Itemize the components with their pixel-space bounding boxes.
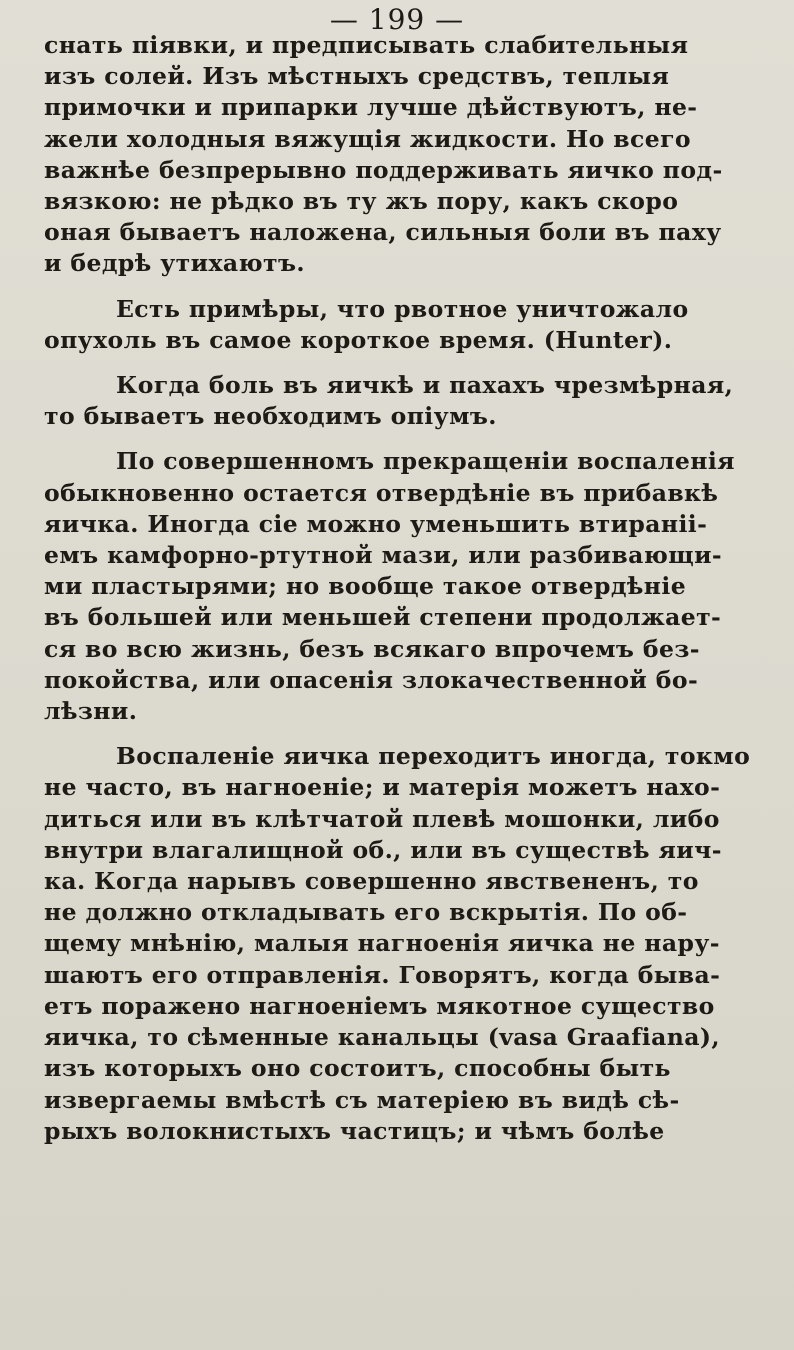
text-line: не должно откладывать его вскрытія. По об-	[44, 898, 688, 927]
text-line: внутри влагалищной об., или въ существѣ яич-	[44, 835, 722, 864]
text-line: изъ которыхъ оно состоитъ, способны быть	[44, 1054, 671, 1083]
text-line: щему мнѣнію, малыя нагноенія яичка не нару-	[44, 929, 720, 958]
text-line: шаютъ его отправленія. Говорятъ, когда быва-	[44, 960, 721, 989]
page-number: — 199 —	[329, 3, 465, 36]
text-line: Есть примѣры, что рвотное уничтожало	[116, 294, 689, 323]
text-line: Когда боль въ яичкѣ и пахахъ чрезмѣрная,	[116, 371, 734, 400]
text-line: опухоль въ самое короткое время. (Hunter).	[44, 325, 673, 354]
text-line: ми пластырями; но вообще такое отвердѣніе	[44, 572, 687, 601]
text-line: въ большей или меньшей степени продолжает-	[44, 603, 722, 632]
body-text	[44, 30, 784, 1147]
text-line: По совершенномъ прекращеніи воспаленія	[116, 447, 735, 476]
text-line: ся во всю жизнь, безъ всякаго впрочемъ без-	[44, 634, 700, 663]
text-line: яичка. Иногда сіе можно уменьшить втираніі-	[44, 509, 708, 538]
text-line: покойства, или опасенія злокачественной бо-	[44, 665, 699, 694]
text-line: важнѣе безпрерывно поддерживать яичко под-	[44, 155, 723, 184]
text-line: оная бываетъ наложена, сильныя боли въ паху	[44, 218, 722, 247]
text-line: яичка, то сѣменные канальцы (vasa Graafiana),	[44, 1023, 720, 1052]
text-line: Воспаленіе яичка переходитъ иногда, токмо	[116, 742, 751, 771]
text-line: изъ солей. Изъ мѣстныхъ средствъ, теплыя	[44, 62, 670, 91]
text-line: то бываетъ необходимъ опіумъ.	[44, 402, 497, 431]
text-line: рыхъ волокнистыхъ частицъ; и чѣмъ болѣе	[44, 1116, 665, 1145]
text-line: етъ поражено нагноеніемъ мякотное существо	[44, 991, 715, 1020]
text-line: лѣзни.	[44, 697, 138, 726]
text-line: вязкою: не рѣдко въ ту жъ пору, какъ скоро	[44, 187, 679, 216]
text-line: ка. Когда нарывъ совершенно явствененъ, то	[44, 867, 699, 896]
text-line: примочки и припарки лучше дѣйствуютъ, не-	[44, 93, 698, 122]
text-line: емъ камфорно-ртутной мази, или разбивающи-	[44, 541, 723, 570]
text-line: жели холодныя вяжущія жидкости. Но всего	[44, 124, 691, 153]
text-line: снать піявки, и предписывать слабительныя	[44, 31, 689, 59]
text-line: не часто, въ нагноеніе; и матерія можетъ нахо-	[44, 773, 721, 802]
text-line: обыкновенно остается отвердѣніе въ прибавкѣ	[44, 478, 719, 507]
text-line: извергаемы вмѣстѣ съ матеріею въ видѣ сѣ-	[44, 1085, 680, 1114]
text-line: диться или въ клѣтчатой плевѣ мошонки, либо	[44, 804, 720, 833]
text-line: и бедрѣ утихаютъ.	[44, 249, 305, 278]
